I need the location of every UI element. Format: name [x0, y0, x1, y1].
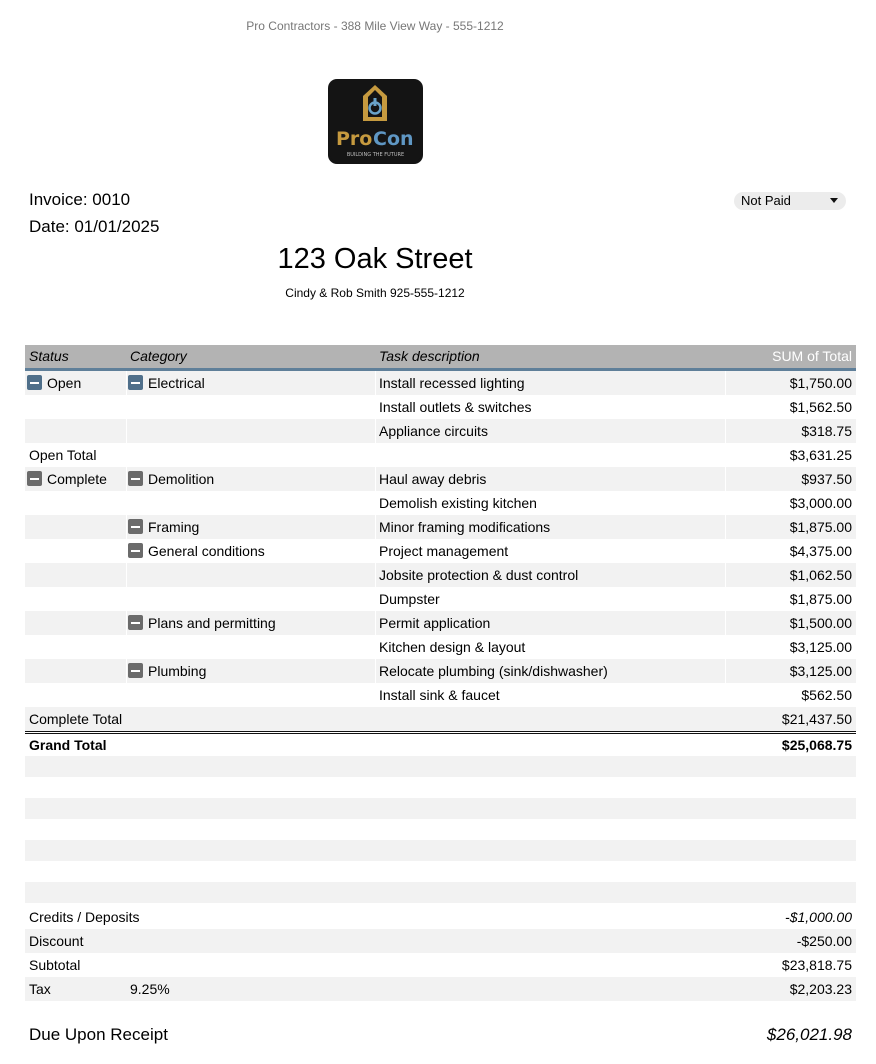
empty-row — [25, 840, 856, 861]
collapse-icon[interactable] — [27, 375, 42, 390]
table-row — [25, 611, 856, 635]
subtotal-row — [25, 707, 856, 731]
table-row — [25, 395, 856, 419]
tax-value: $2,203.23 — [789, 981, 852, 997]
task-cell: Minor framing modifications — [379, 519, 551, 535]
collapse-icon[interactable] — [128, 519, 143, 534]
collapse-icon[interactable] — [128, 543, 143, 558]
amount-cell: $3,125.00 — [789, 663, 852, 679]
payment-status-dropdown[interactable] — [734, 192, 846, 210]
table-row — [25, 371, 856, 395]
discount-value: -$250.00 — [796, 933, 852, 949]
header-sum[interactable]: SUM of Total — [772, 348, 852, 364]
task-cell: Demolish existing kitchen — [379, 495, 537, 511]
svg-text:Con: Con — [373, 128, 414, 150]
category-cell: Framing — [148, 519, 200, 535]
amount-cell: $21,437.50 — [781, 711, 852, 727]
amount-cell: $4,375.00 — [789, 543, 852, 559]
category-cell: Plumbing — [148, 663, 207, 679]
grand-total-row — [25, 731, 856, 756]
task-cell: Install recessed lighting — [379, 375, 525, 391]
amount-cell: $318.75 — [801, 423, 852, 439]
empty-row — [25, 777, 856, 798]
status-cell: Complete — [47, 471, 107, 487]
amount-cell: $1,875.00 — [789, 591, 852, 607]
header-category[interactable]: Category — [130, 348, 187, 364]
amount-cell: $1,750.00 — [789, 375, 852, 391]
summary-table — [25, 905, 856, 1001]
table-row — [25, 467, 856, 491]
amount-cell: $1,500.00 — [789, 615, 852, 631]
discount-row — [25, 929, 856, 953]
task-cell: Haul away debris — [379, 471, 487, 487]
task-cell: Permit application — [379, 615, 491, 631]
task-cell: Install sink & faucet — [379, 687, 500, 703]
empty-row — [25, 819, 856, 840]
task-cell: Appliance circuits — [379, 423, 488, 439]
subtotal-label: Subtotal — [29, 957, 81, 973]
task-cell: Dumpster — [379, 591, 440, 607]
subtotal-row — [25, 953, 856, 977]
status-cell: Open Total — [29, 447, 97, 463]
category-cell: Demolition — [148, 471, 215, 487]
collapse-icon[interactable] — [128, 375, 143, 390]
header-status[interactable]: Status — [29, 348, 69, 364]
tax-rate: 9.25% — [130, 981, 170, 997]
status-cell: Open — [47, 375, 82, 391]
category-cell: Electrical — [148, 375, 205, 391]
collapse-icon[interactable] — [27, 471, 42, 486]
due-value: $26,021.98 — [766, 1025, 852, 1044]
amount-cell: $3,000.00 — [789, 495, 852, 511]
amount-cell: $937.50 — [801, 471, 852, 487]
table-row — [25, 659, 856, 683]
pivot-table — [25, 345, 856, 903]
task-cell: Relocate plumbing (sink/dishwasher) — [379, 663, 608, 679]
table-row — [25, 587, 856, 611]
table-row — [25, 683, 856, 707]
category-cell: General conditions — [148, 543, 265, 559]
header-task[interactable]: Task description — [379, 348, 480, 364]
svg-text:Pro: Pro — [336, 128, 373, 150]
client-info: Cindy & Rob Smith 925-555-1212 — [285, 286, 465, 300]
amount-due — [29, 1025, 852, 1045]
table-row — [25, 419, 856, 443]
amount-cell: $3,631.25 — [789, 447, 852, 463]
grand-total-value: $25,068.75 — [781, 737, 852, 753]
empty-row — [25, 756, 856, 777]
status-cell: Complete Total — [29, 711, 123, 727]
discount-label: Discount — [29, 933, 84, 949]
chevron-down-icon — [830, 198, 838, 203]
table-row — [25, 635, 856, 659]
table-row — [25, 491, 856, 515]
company-logo — [328, 79, 423, 164]
due-label: Due Upon Receipt — [29, 1025, 168, 1044]
empty-row — [25, 861, 856, 882]
table-row — [25, 563, 856, 587]
amount-cell: $1,062.50 — [789, 567, 852, 583]
category-cell: Plans and permitting — [148, 615, 276, 631]
table-row — [25, 539, 856, 563]
task-cell: Kitchen design & layout — [379, 639, 526, 655]
task-cell: Project management — [379, 543, 509, 559]
amount-cell: $3,125.00 — [789, 639, 852, 655]
invoice-number: Invoice: 0010 — [29, 190, 131, 209]
collapse-icon[interactable] — [128, 471, 143, 486]
table-row — [25, 515, 856, 539]
subtotal-value: $23,818.75 — [781, 957, 852, 973]
amount-cell: $562.50 — [801, 687, 852, 703]
amount-cell: $1,562.50 — [789, 399, 852, 415]
credits-label: Credits / Deposits — [29, 909, 140, 925]
amount-cell: $1,875.00 — [789, 519, 852, 535]
table-header — [25, 345, 856, 371]
task-cell: Jobsite protection & dust control — [379, 567, 579, 583]
subtotal-row — [25, 443, 856, 467]
empty-row — [25, 798, 856, 819]
grand-total-label: Grand Total — [29, 737, 107, 753]
collapse-icon[interactable] — [128, 663, 143, 678]
task-cell: Install outlets & switches — [379, 399, 532, 415]
payment-status-value: Not Paid — [741, 193, 791, 208]
collapse-icon[interactable] — [128, 615, 143, 630]
svg-text:BUILDING THE FUTURE: BUILDING THE FUTURE — [346, 152, 405, 158]
company-info: Pro Contractors - 388 Mile View Way - 555-1212 — [246, 19, 504, 33]
invoice-date: Date: 01/01/2025 — [29, 217, 160, 236]
credits-row — [25, 905, 856, 929]
tax-label: Tax — [29, 981, 51, 997]
tax-row — [25, 977, 856, 1001]
credits-value: -$1,000.00 — [785, 909, 852, 925]
empty-row — [25, 882, 856, 903]
job-address: 123 Oak Street — [277, 243, 473, 275]
